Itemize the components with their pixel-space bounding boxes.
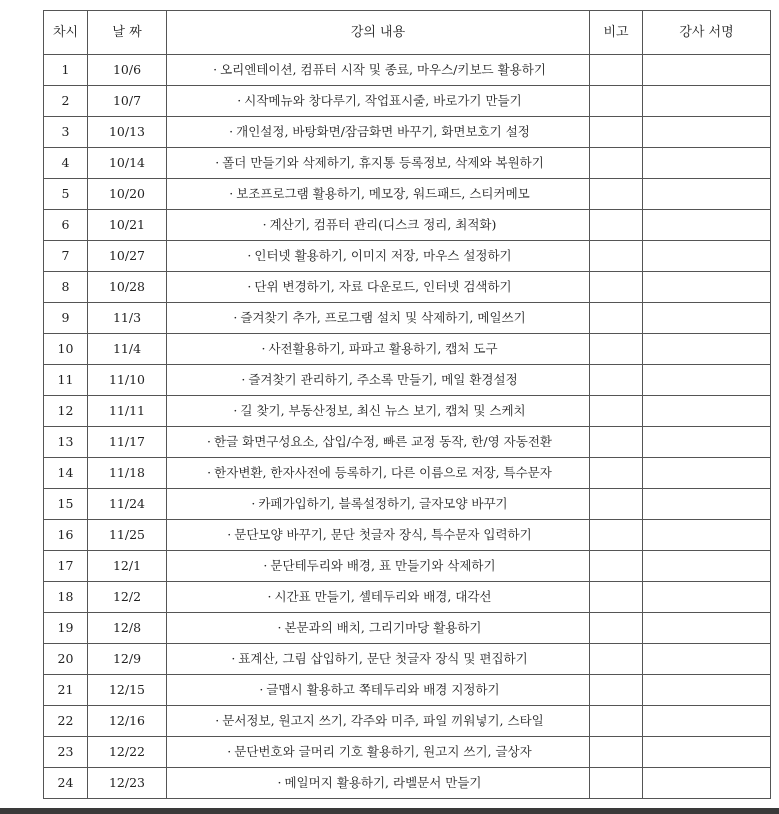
note-cell — [590, 179, 643, 210]
signature-cell — [643, 334, 771, 365]
table-row — [44, 86, 771, 117]
date-cell: 10/6 — [88, 55, 167, 86]
session-cell: 7 — [44, 241, 88, 272]
bullet-mark: · — [231, 650, 236, 666]
session-cell: 8 — [44, 272, 88, 303]
table-row — [44, 241, 771, 272]
signature-cell — [643, 520, 771, 551]
content-cell — [167, 241, 590, 272]
content-cell — [167, 365, 590, 396]
note-cell — [590, 675, 643, 706]
table-row — [44, 334, 771, 365]
header-date: 날 짜 — [88, 11, 167, 55]
content-text: 문단모양 바꾸기, 문단 첫글자 장식, 특수문자 입력하기 — [234, 526, 532, 542]
table-row — [44, 644, 771, 675]
signature-cell — [643, 613, 771, 644]
session-cell: 2 — [44, 86, 88, 117]
bullet-mark: · — [215, 712, 220, 728]
note-cell — [590, 334, 643, 365]
date-cell: 10/28 — [88, 272, 167, 303]
session-cell: 15 — [44, 489, 88, 520]
date-cell: 11/18 — [88, 458, 167, 489]
content-text: 카페가입하기, 블록설정하기, 글자모양 바꾸기 — [258, 495, 508, 511]
table-row — [44, 520, 771, 551]
session-cell: 23 — [44, 737, 88, 768]
date-cell: 12/1 — [88, 551, 167, 582]
bullet-mark: · — [213, 61, 218, 77]
content-cell — [167, 675, 590, 706]
table-header — [44, 11, 771, 55]
content-cell — [167, 582, 590, 613]
bullet-mark: · — [259, 681, 264, 697]
content-cell — [167, 644, 590, 675]
header-session: 차시 — [44, 11, 88, 55]
content-text: 메일머지 활용하기, 라벨문서 만들기 — [284, 774, 482, 790]
content-cell — [167, 55, 590, 86]
session-cell: 12 — [44, 396, 88, 427]
note-cell — [590, 737, 643, 768]
table-row — [44, 365, 771, 396]
bottom-edge-strip — [0, 808, 779, 814]
session-cell: 19 — [44, 613, 88, 644]
table-row — [44, 582, 771, 613]
session-cell: 18 — [44, 582, 88, 613]
table-row — [44, 551, 771, 582]
date-cell: 11/24 — [88, 489, 167, 520]
date-cell: 11/25 — [88, 520, 167, 551]
signature-cell — [643, 675, 771, 706]
date-cell: 11/17 — [88, 427, 167, 458]
signature-cell — [643, 768, 771, 799]
table-row — [44, 489, 771, 520]
content-text: 시작메뉴와 창다루기, 작업표시줄, 바로가기 만들기 — [244, 92, 522, 108]
date-cell: 12/9 — [88, 644, 167, 675]
content-cell — [167, 768, 590, 799]
table-row — [44, 458, 771, 489]
date-cell: 12/15 — [88, 675, 167, 706]
content-text: 길 찾기, 부동산정보, 최신 뉴스 보기, 캡처 및 스케치 — [240, 402, 526, 418]
content-text: 글맵시 활용하고 쪽테두리와 배경 지정하기 — [266, 681, 500, 697]
note-cell — [590, 427, 643, 458]
note-cell — [590, 303, 643, 334]
signature-cell — [643, 241, 771, 272]
content-text: 한글 화면구성요소, 삽입/수정, 빠른 교정 동작, 한/영 자동전환 — [214, 433, 552, 449]
content-cell — [167, 427, 590, 458]
lecture-schedule-table — [43, 10, 771, 799]
session-cell: 16 — [44, 520, 88, 551]
content-cell — [167, 737, 590, 768]
signature-cell — [643, 365, 771, 396]
bullet-mark: · — [237, 92, 242, 108]
date-cell: 11/10 — [88, 365, 167, 396]
session-cell: 24 — [44, 768, 88, 799]
session-cell: 21 — [44, 675, 88, 706]
date-cell: 12/8 — [88, 613, 167, 644]
table-row — [44, 210, 771, 241]
session-cell: 11 — [44, 365, 88, 396]
table-row — [44, 148, 771, 179]
note-cell — [590, 582, 643, 613]
content-text: 문서정보, 원고지 쓰기, 각주와 미주, 파일 끼워넣기, 스타일 — [222, 712, 544, 728]
bullet-mark: · — [251, 495, 256, 511]
header-content: 강의 내용 — [167, 11, 590, 55]
signature-cell — [643, 303, 771, 334]
note-cell — [590, 365, 643, 396]
note-cell — [590, 613, 643, 644]
session-cell: 22 — [44, 706, 88, 737]
date-cell: 10/13 — [88, 117, 167, 148]
content-text: 보조프로그램 활용하기, 메모장, 워드패드, 스티커메모 — [236, 185, 530, 201]
signature-cell — [643, 551, 771, 582]
content-cell — [167, 334, 590, 365]
signature-cell — [643, 179, 771, 210]
table-body — [44, 55, 771, 799]
content-text: 본문과의 배치, 그리기마당 활용하기 — [284, 619, 482, 635]
session-cell: 4 — [44, 148, 88, 179]
note-cell — [590, 86, 643, 117]
table-row — [44, 427, 771, 458]
signature-cell — [643, 148, 771, 179]
table-row — [44, 179, 771, 210]
session-cell: 3 — [44, 117, 88, 148]
note-cell — [590, 148, 643, 179]
table-row — [44, 55, 771, 86]
header-note: 비고 — [590, 11, 643, 55]
content-text: 단위 변경하기, 자료 다운로드, 인터넷 검색하기 — [254, 278, 512, 294]
table-row — [44, 117, 771, 148]
bullet-mark: · — [277, 774, 282, 790]
content-cell — [167, 613, 590, 644]
content-cell — [167, 303, 590, 334]
signature-cell — [643, 458, 771, 489]
session-cell: 10 — [44, 334, 88, 365]
content-cell — [167, 117, 590, 148]
date-cell: 10/27 — [88, 241, 167, 272]
date-cell: 12/23 — [88, 768, 167, 799]
note-cell — [590, 644, 643, 675]
header-sign: 강사 서명 — [643, 11, 771, 55]
bullet-mark: · — [233, 402, 238, 418]
signature-cell — [643, 272, 771, 303]
date-cell: 11/3 — [88, 303, 167, 334]
bullet-mark: · — [227, 743, 232, 759]
date-cell: 10/21 — [88, 210, 167, 241]
date-cell: 10/7 — [88, 86, 167, 117]
bullet-mark: · — [215, 154, 220, 170]
session-cell: 14 — [44, 458, 88, 489]
note-cell — [590, 489, 643, 520]
date-cell: 10/14 — [88, 148, 167, 179]
table-row — [44, 272, 771, 303]
bullet-mark: · — [227, 526, 232, 542]
signature-cell — [643, 427, 771, 458]
date-cell: 11/4 — [88, 334, 167, 365]
signature-cell — [643, 489, 771, 520]
table-row — [44, 737, 771, 768]
bullet-mark: · — [241, 371, 246, 387]
date-cell: 10/20 — [88, 179, 167, 210]
table-row — [44, 768, 771, 799]
note-cell — [590, 210, 643, 241]
table-row — [44, 613, 771, 644]
bullet-mark: · — [229, 123, 234, 139]
note-cell — [590, 117, 643, 148]
content-cell — [167, 210, 590, 241]
content-cell — [167, 520, 590, 551]
bullet-mark: · — [277, 619, 282, 635]
signature-cell — [643, 55, 771, 86]
date-cell: 12/22 — [88, 737, 167, 768]
content-text: 오리엔테이션, 컴퓨터 시작 및 종료, 마우스/키보드 활용하기 — [220, 61, 546, 77]
bullet-mark: · — [267, 588, 272, 604]
note-cell — [590, 241, 643, 272]
bullet-mark: · — [263, 557, 268, 573]
note-cell — [590, 396, 643, 427]
content-cell — [167, 179, 590, 210]
signature-cell — [643, 210, 771, 241]
content-cell — [167, 396, 590, 427]
content-text: 개인설정, 바탕화면/잠금화면 바꾸기, 화면보호기 설정 — [236, 123, 530, 139]
content-text: 인터넷 활용하기, 이미지 저장, 마우스 설정하기 — [254, 247, 512, 263]
content-cell — [167, 458, 590, 489]
bullet-mark: · — [229, 185, 234, 201]
content-text: 폴더 만들기와 삭제하기, 휴지통 등록정보, 삭제와 복원하기 — [222, 154, 544, 170]
note-cell — [590, 551, 643, 582]
signature-cell — [643, 86, 771, 117]
note-cell — [590, 272, 643, 303]
signature-cell — [643, 737, 771, 768]
content-cell — [167, 551, 590, 582]
signature-cell — [643, 396, 771, 427]
content-text: 시간표 만들기, 셀테두리와 배경, 대각선 — [274, 588, 492, 604]
date-cell: 11/11 — [88, 396, 167, 427]
table-row — [44, 675, 771, 706]
content-text: 한자변환, 한자사전에 등록하기, 다른 이름으로 저장, 특수문자 — [214, 464, 552, 480]
note-cell — [590, 768, 643, 799]
bullet-mark: · — [207, 433, 211, 449]
note-cell — [590, 520, 643, 551]
content-text: 표계산, 그림 삽입하기, 문단 첫글자 장식 및 편집하기 — [238, 650, 528, 666]
date-cell: 12/2 — [88, 582, 167, 613]
content-cell — [167, 86, 590, 117]
content-text: 사전활용하기, 파파고 활용하기, 캡처 도구 — [268, 340, 498, 356]
content-text: 즐겨찾기 관리하기, 주소록 만들기, 메일 환경설정 — [248, 371, 518, 387]
bullet-mark: · — [247, 247, 252, 263]
content-text: 문단번호와 글머리 기호 활용하기, 원고지 쓰기, 글상자 — [234, 743, 532, 759]
content-cell — [167, 489, 590, 520]
table-row — [44, 706, 771, 737]
content-text: 즐겨찾기 추가, 프로그램 설치 및 삭제하기, 메일쓰기 — [240, 309, 526, 325]
content-cell — [167, 148, 590, 179]
bullet-mark: · — [247, 278, 252, 294]
content-cell — [167, 706, 590, 737]
date-cell: 12/16 — [88, 706, 167, 737]
session-cell: 13 — [44, 427, 88, 458]
header-row — [44, 11, 771, 55]
note-cell — [590, 458, 643, 489]
bullet-mark: · — [262, 216, 267, 232]
session-cell: 20 — [44, 644, 88, 675]
table-row — [44, 396, 771, 427]
bullet-mark: · — [207, 464, 212, 480]
note-cell — [590, 55, 643, 86]
signature-cell — [643, 644, 771, 675]
bullet-mark: · — [233, 309, 238, 325]
session-cell: 17 — [44, 551, 88, 582]
session-cell: 1 — [44, 55, 88, 86]
session-cell: 5 — [44, 179, 88, 210]
signature-cell — [643, 582, 771, 613]
content-text: 문단테두리와 배경, 표 만들기와 삭제하기 — [270, 557, 496, 573]
content-cell — [167, 272, 590, 303]
bullet-mark: · — [261, 340, 266, 356]
signature-cell — [643, 706, 771, 737]
session-cell: 6 — [44, 210, 88, 241]
content-text: 계산기, 컴퓨터 관리(디스크 정리, 최적화) — [269, 216, 497, 232]
note-cell — [590, 706, 643, 737]
session-cell: 9 — [44, 303, 88, 334]
table-row — [44, 303, 771, 334]
signature-cell — [643, 117, 771, 148]
